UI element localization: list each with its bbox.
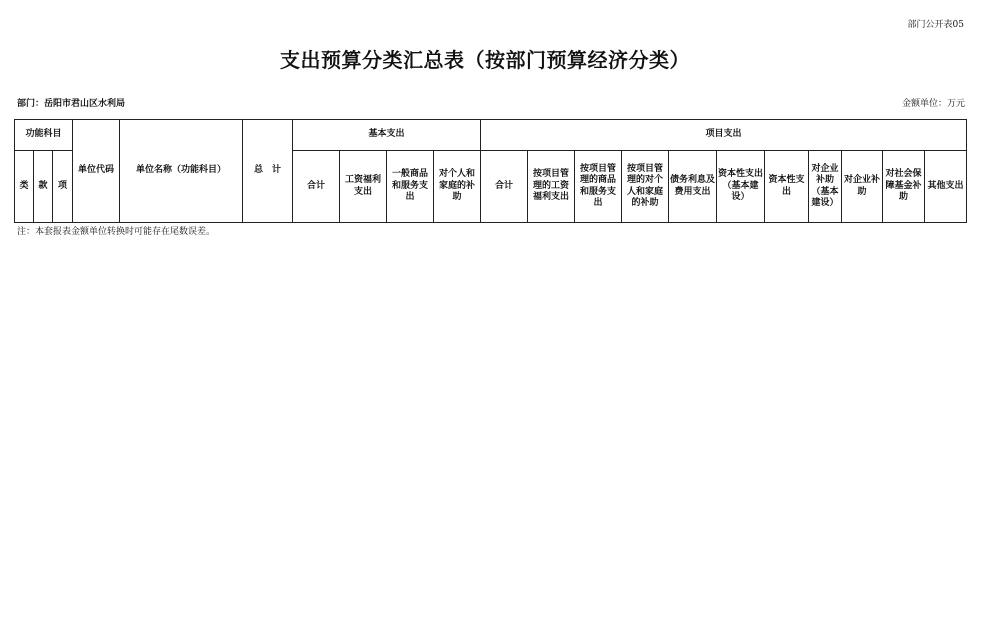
header-project-expenditure: 项目支出	[481, 120, 967, 151]
page-title: 支出预算分类汇总表（按部门预算经济分类）	[280, 48, 690, 72]
header-social-security-subsidy: 对社会保障基金补助	[883, 151, 925, 223]
header-unit-name: 单位名称（功能科目）	[120, 120, 243, 223]
department-label: 部门：岳阳市君山区水利局	[17, 99, 126, 109]
header-project-goods-services: 按项目管理的商品和服务支出	[575, 151, 622, 223]
header-other: 其他支出	[925, 151, 967, 223]
header-project-salary: 按项目管理的工资福利支出	[528, 151, 575, 223]
header-capital-construction: 资本性支出（基本建设）	[717, 151, 765, 223]
header-basic-goods-services: 一般商品和服务支出	[387, 151, 434, 223]
header-total: 总 计	[243, 120, 293, 223]
header-basic-expenditure: 基本支出	[293, 120, 481, 151]
header-unit-code: 单位代码	[73, 120, 120, 223]
header-row-1	[15, 120, 967, 151]
header-func-subject: 功能科目	[15, 120, 73, 151]
header-basic-personal-subsidy: 对个人和家庭的补助	[434, 151, 481, 223]
amount-unit-label: 金额单位：万元	[901, 99, 965, 109]
header-basic-salary: 工资福利支出	[340, 151, 387, 223]
table-number: 部门公开表05	[907, 20, 964, 30]
header-enterprise-subsidy: 对企业补助	[842, 151, 883, 223]
header-lei: 类	[15, 151, 34, 223]
header-enterprise-subsidy-construction: 对企业补助（基本建设）	[809, 151, 842, 223]
footnote: 注：本套报表金额单位转换时可能存在尾数误差。	[17, 227, 216, 237]
header-project-subtotal: 合计	[481, 151, 528, 223]
header-debt-interest: 债务利息及费用支出	[669, 151, 717, 223]
budget-table	[14, 119, 967, 223]
header-basic-subtotal: 合计	[293, 151, 340, 223]
header-capital: 资本性支出	[765, 151, 809, 223]
header-xiang: 项	[53, 151, 73, 223]
header-kuan: 款	[34, 151, 53, 223]
header-project-personal-subsidy: 按项目管理的对个人和家庭的补助	[622, 151, 669, 223]
